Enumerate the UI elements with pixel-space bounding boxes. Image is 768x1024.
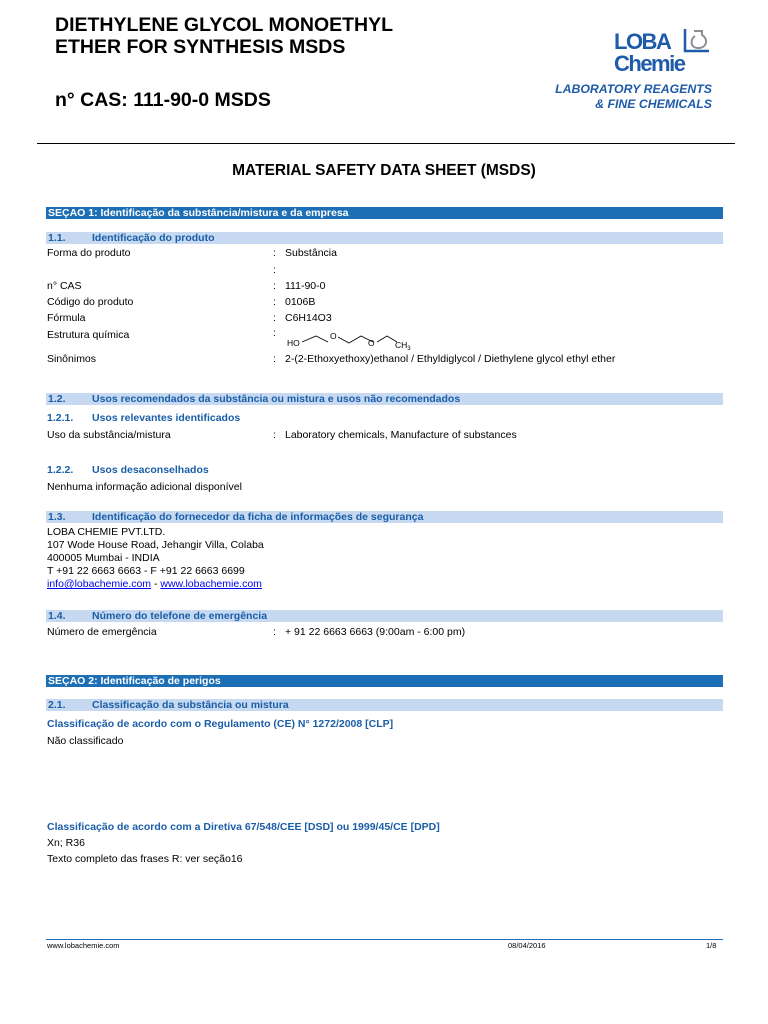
- row-colon: :: [273, 264, 276, 276]
- logo-line-2: Chemie: [614, 51, 685, 76]
- subsection-1-2-1-heading: [47, 412, 240, 424]
- row-label-substance-use: Uso da substância/mistura: [47, 429, 171, 441]
- r-phrases-reference: Texto completo das frases R: ver seção16: [47, 853, 243, 865]
- subsection-number: 1.1.: [48, 232, 66, 244]
- clp-classification-text: Não classificado: [47, 735, 124, 747]
- website-link[interactable]: www.lobachemie.com: [160, 578, 262, 590]
- structure-ho-label: HO: [287, 338, 300, 348]
- subsection-2-1-header: [46, 699, 723, 711]
- title-line-1: DIETHYLENE GLYCOL MONOETHYL: [55, 14, 394, 36]
- row-colon: :: [273, 327, 276, 339]
- structure-o1-label: O: [330, 331, 337, 341]
- row-label-chemical-structure: Estrutura química: [47, 329, 130, 341]
- row-colon: :: [273, 280, 276, 292]
- row-value-formula: C6H14O3: [285, 312, 332, 324]
- subsection-number: 1.2.1.: [47, 412, 74, 424]
- row-label-cas: n° CAS: [47, 280, 82, 292]
- section-2-header: SEÇAO 2: Identificação de perigos: [46, 675, 723, 687]
- row-colon: :: [273, 296, 276, 308]
- row-colon: :: [273, 247, 276, 259]
- subsection-1-4-header: [46, 610, 723, 622]
- supplier-phone-fax: T +91 22 6663 6663 - F +91 22 6663 6699: [47, 565, 245, 577]
- flask-logo-icon: [682, 27, 712, 53]
- logo-tagline-2: & FINE CHEMICALS: [595, 97, 712, 111]
- document-product-title: [55, 14, 393, 58]
- footer-website: www.lobachemie.com: [47, 941, 120, 950]
- row-colon: :: [273, 353, 276, 365]
- supplier-contact-links: [47, 578, 264, 591]
- row-value-synonyms: 2-(2-Ethoxyethoxy)ethanol / Ethyldiglycol / Diethylene glycol ethyl ether: [285, 353, 616, 365]
- subsection-1-2-header: [46, 393, 723, 405]
- email-link[interactable]: info@lobachemie.com: [47, 578, 152, 590]
- row-value-product-form: Substância: [285, 247, 337, 259]
- header-divider: [37, 143, 735, 144]
- row-label-emergency-number: Número de emergência: [47, 626, 157, 638]
- subsection-1-3-header: [46, 511, 723, 523]
- row-colon: :: [273, 429, 276, 441]
- title-line-2: ETHER FOR SYNTHESIS MSDS: [55, 36, 346, 58]
- supplier-city: 400005 Mumbai - INDIA: [47, 552, 160, 564]
- supplier-street: 107 Wode House Road, Jehangir Villa, Colaba: [47, 539, 264, 551]
- row-label-synonyms: Sinônimos: [47, 353, 97, 365]
- subsection-title: Classificação da substância ou mistura: [92, 699, 289, 711]
- dsd-classification-heading: Classificação de acordo com a Diretiva 67/548/CEE [DSD] ou 1999/45/CE [DPD]: [47, 821, 440, 833]
- row-value-cas: 111-90-0: [285, 280, 326, 292]
- row-value-substance-use: Laboratory chemicals, Manufacture of substances: [285, 429, 517, 441]
- chemical-structure-diagram: [283, 329, 419, 351]
- subsection-1-1-header: [46, 232, 723, 244]
- subsection-number: 1.2.: [48, 393, 66, 405]
- supplier-name: LOBA CHEMIE PVT.LTD.: [47, 526, 166, 538]
- subsection-title: Identificação do fornecedor da ficha de informações de segurança: [92, 511, 424, 523]
- structure-o2-label: O: [368, 338, 375, 348]
- subsection-title: Usos recomendados da substância ou mistura e usos não recomendados: [92, 393, 461, 405]
- advised-against-text: Nenhuma informação adicional disponível: [47, 481, 242, 493]
- subsection-title: Número do telefone de emergência: [92, 610, 268, 622]
- subsection-title: Usos desaconselhados: [92, 464, 209, 476]
- subsection-number: 1.3.: [48, 511, 66, 523]
- subsection-number: 1.4.: [48, 610, 66, 622]
- document-title: MATERIAL SAFETY DATA SHEET (MSDS): [232, 162, 536, 179]
- cas-heading: n° CAS: 111-90-0 MSDS: [55, 89, 271, 111]
- subsection-number: 2.1.: [48, 699, 66, 711]
- link-separator: -: [151, 578, 161, 590]
- footer-date: 08/04/2016: [508, 941, 546, 950]
- footer-divider: [46, 939, 723, 940]
- supplier-address-block: [47, 526, 264, 591]
- subsection-title: Usos relevantes identificados: [92, 412, 241, 424]
- logo-tagline-1: LABORATORY REAGENTS: [555, 82, 712, 96]
- logo-line-1: LOBA: [614, 29, 671, 54]
- row-label-formula: Fórmula: [47, 312, 86, 324]
- structure-ch3-label: $CH_3$: [395, 340, 411, 351]
- clp-classification-heading: Classificação de acordo com o Regulamento (CE) N° 1272/2008 [CLP]: [47, 718, 394, 730]
- row-label-product-form: Forma do produto: [47, 247, 131, 259]
- row-value-product-code: 0106B: [285, 296, 316, 308]
- section-1-header: SEÇAO 1: Identificação da substância/mistura e da empresa: [46, 207, 723, 219]
- subsection-title: Identificação do produto: [92, 232, 215, 244]
- subsection-number: 1.2.2.: [47, 464, 74, 476]
- row-colon: :: [273, 626, 276, 638]
- loba-chemie-logo: [555, 25, 720, 111]
- dsd-classification-code: Xn; R36: [47, 837, 85, 849]
- row-label-product-code: Código do produto: [47, 296, 134, 308]
- footer-page-number: 1/8: [706, 941, 717, 950]
- subsection-1-2-2-heading: [47, 464, 209, 476]
- row-value-emergency-number: + 91 22 6663 6663 (9:00am - 6:00 pm): [285, 626, 466, 638]
- row-colon: :: [273, 312, 276, 324]
